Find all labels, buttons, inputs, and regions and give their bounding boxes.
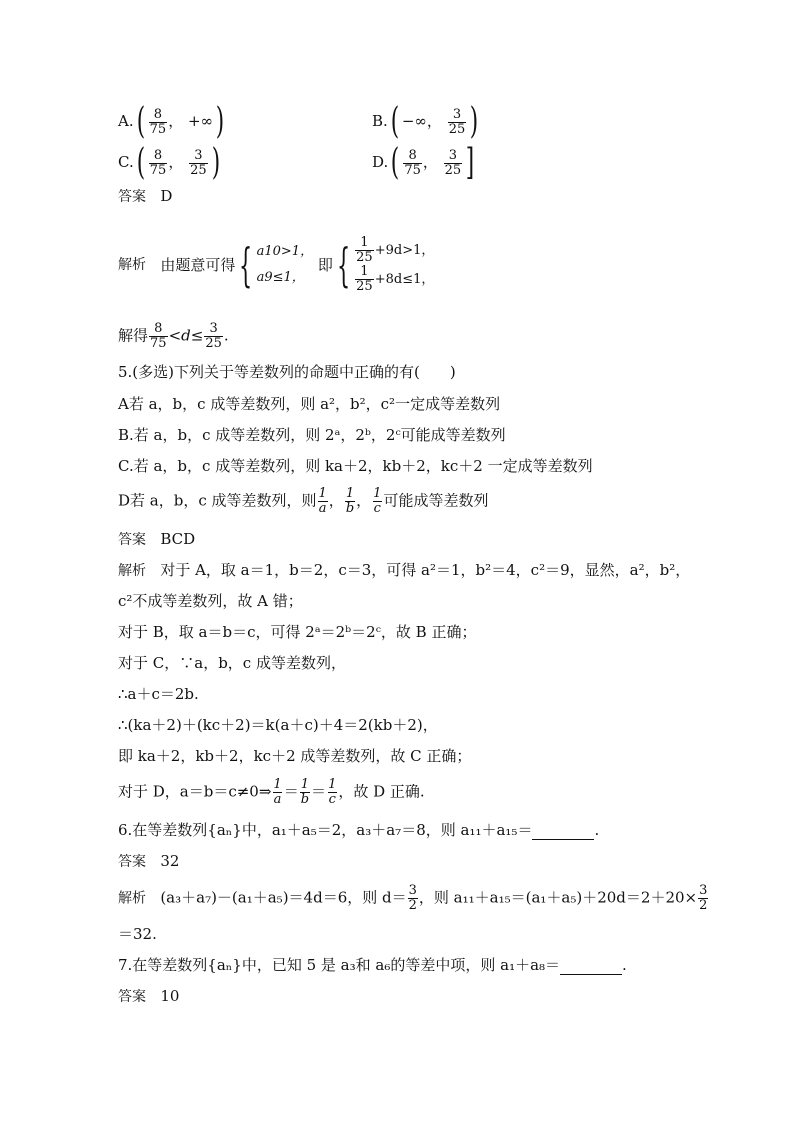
- q6-analysis: 解析 (a₃＋a₇)－(a₁＋a₅)＝4d＝6，则 d＝ $\frac{3}{2}$ ，则 a₁₁＋a₁₅＝(a₁＋a₅)＋20d＝2＋20× $\frac{3}{2}$: [118, 883, 708, 913]
- q5-analysis-line-7: 即 ka＋2，kb＋2，kc＋2 成等差数列，故 C 正确；: [118, 747, 472, 765]
- q5-option-a: A若 a，b，c 成等差数列，则 a²，b²，c²一定成等差数列: [118, 395, 501, 413]
- q4-answer: 答案 D: [118, 187, 173, 205]
- fraction: $\frac{3}{25}$: [448, 106, 466, 137]
- q4-analysis: 解析 由题意可得 { a10>1， a9≤1， 即 { $\frac{1}{25}$ +9d>1， $\frac{1}{25}$ +8d≤1，: [118, 235, 435, 294]
- option-c: C.( $\frac{8}{75}$ ， $\frac{3}{25}$ ): [118, 142, 220, 183]
- inequality-system: { a10>1， a9≤1，: [239, 238, 314, 292]
- fraction: $\frac{8}{75}$: [149, 106, 167, 137]
- q5-option-c: C.若 a，b，c 成等差数列，则 ka＋2，kb＋2，kc＋2 一定成等差数列: [118, 457, 593, 475]
- q6-title: 6.在等差数列{aₙ}中，a₁＋a₅＝2，a₃＋a₇＝8，则 a₁₁＋a₁₅＝ .: [118, 821, 600, 839]
- answer-blank: [560, 960, 622, 975]
- q5-option-d: D若 a，b，c 成等差数列，则 $\frac{1}{a}$ ， $\frac{1}{b}$ ， $\frac{1}{c}$ 可能成等差数列: [118, 486, 489, 516]
- q5-analysis-line-8: 对于 D，a＝b＝c≠0⇒ $\frac{1}{a}$ ＝ $\frac{1}{b}$ ＝ $\frac{1}{c}$ ，故 D 正确.: [118, 777, 425, 807]
- fraction: $\frac{8}{75}$: [149, 147, 167, 178]
- left-bracket: (: [391, 142, 400, 183]
- q5-answer: 答案 BCD: [118, 530, 196, 548]
- fraction: $\frac{3}{25}$: [190, 147, 207, 178]
- q7-answer: 答案 10: [118, 987, 180, 1005]
- q5-title: 5.(多选)下列关于等差数列的命题中正确的有( ): [118, 363, 456, 381]
- q6-analysis-end: ＝32.: [118, 925, 157, 943]
- right-bracket: ): [470, 101, 479, 142]
- q5-analysis-line-1: 解析 对于 A，取 a＝1，b＝2，c＝3，可得 a²＝1，b²＝4，c²＝9，显然，a²，b²，: [118, 561, 691, 579]
- left-bracket: (: [136, 101, 145, 142]
- option-b: B.( −∞， $\frac{3}{25}$ ): [372, 101, 479, 142]
- fraction: $\frac{8}{75}$: [404, 147, 421, 178]
- q7-title: 7.在等差数列{aₙ}中，已知 5 是 a₃和 a₆的等差中项，则 a₁＋a₈＝ .: [118, 956, 627, 974]
- q6-answer: 答案 32: [118, 852, 180, 870]
- right-bracket: ): [215, 101, 225, 142]
- q5-option-b: B.若 a，b，c 成等差数列，则 2ᵃ，2ᵇ，2ᶜ可能成等差数列: [118, 426, 506, 444]
- q5-analysis-line-5: ∴a＋c＝2b.: [118, 685, 199, 703]
- q5-analysis-line-2: c²不成等差数列，故 A 错；: [118, 592, 303, 610]
- option-d: D.( $\frac{8}{75}$ ， $\frac{3}{25}$ ]: [372, 142, 475, 183]
- right-bracket: ]: [465, 142, 475, 183]
- option-a: A.( $\frac{8}{75}$ ， +∞): [118, 101, 225, 142]
- left-bracket: (: [390, 101, 400, 142]
- q5-analysis-line-3: 对于 B，取 a＝b＝c，可得 2ᵃ＝2ᵇ＝2ᶜ，故 B 正确；: [118, 623, 477, 641]
- left-bracket: (: [136, 142, 145, 183]
- q5-analysis-line-4: 对于 C，∵a，b，c 成等差数列，: [118, 654, 346, 672]
- q4-solve: 解得 $\frac{8}{75}$ <d≤ $\frac{3}{25}$ .: [118, 321, 229, 351]
- fraction: $\frac{3}{25}$: [444, 147, 462, 178]
- q5-analysis-line-6: ∴(ka＋2)＋(kc＋2)＝k(a＋c)＋4＝2(kb＋2)，: [118, 716, 438, 734]
- right-bracket: ): [211, 142, 220, 183]
- inequality-system: { $\frac{1}{25}$ +9d>1， $\frac{1}{25}$ +8d≤1，: [336, 235, 435, 294]
- answer-blank: [532, 825, 594, 840]
